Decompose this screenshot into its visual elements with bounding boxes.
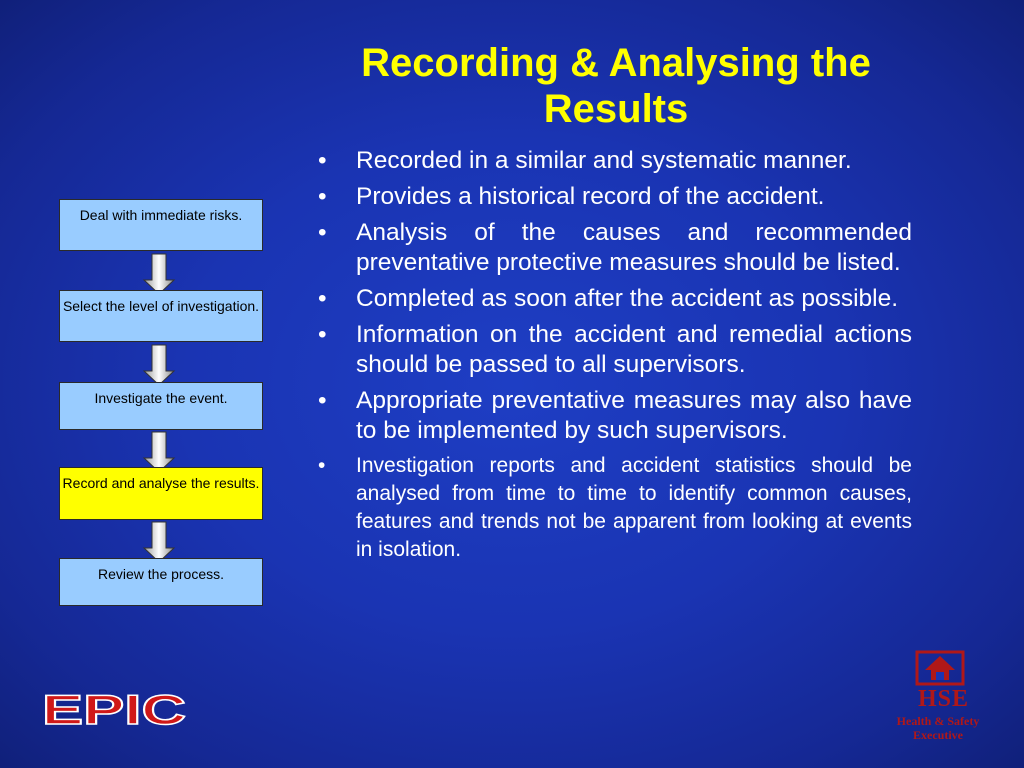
bullet-item — [314, 386, 912, 446]
bullet-text: Appropriate preventative measures may also have to be implemented by such supervisors. — [356, 387, 912, 444]
flow-step-record-analyse: Record and analyse the results. — [59, 467, 263, 520]
epic-logo-text: EPIC — [42, 688, 186, 730]
bullet-text: Provides a historical record of the accident. — [356, 183, 825, 210]
bullet-dot: • — [318, 147, 327, 174]
bullet-item — [314, 284, 912, 314]
bullet-dot: • — [318, 285, 327, 312]
bullet-item — [314, 218, 912, 278]
bullet-item — [314, 452, 912, 564]
slide-title: Recording & Analysing the Results — [361, 41, 871, 131]
hse-subtitle-line1: Health & Safety — [896, 714, 980, 728]
bullet-item — [314, 146, 912, 176]
hse-logo-text: HSE — [918, 686, 970, 712]
bullet-text: Recorded in a similar and systematic manner. — [356, 147, 852, 174]
hse-subtitle — [888, 714, 988, 742]
bullet-item — [314, 320, 912, 380]
bullet-text: Investigation reports and accident statistics should be analysed from time to time to identify common causes, features and trends not be apparent from looking at events in isolation. — [356, 454, 912, 561]
bullet-dot: • — [318, 183, 327, 210]
flow-step-deal-with-risks: Deal with immediate risks. — [59, 199, 263, 251]
bullet-text: Analysis of the causes and recommended preventative protective measures should be listed. — [356, 219, 912, 276]
down-arrow-icon — [142, 343, 176, 387]
flow-step-investigate: Investigate the event. — [59, 382, 263, 430]
epic-logo — [40, 688, 190, 730]
bullet-dot: • — [318, 321, 327, 348]
flow-step-review: Review the process. — [59, 558, 263, 606]
hse-subtitle-line2: Executive — [913, 728, 963, 742]
bullet-item — [314, 182, 912, 212]
hse-logo-icon — [905, 650, 975, 690]
bullet-dot: • — [318, 387, 327, 414]
flow-step-select-level: Select the level of investigation. — [59, 290, 263, 342]
bullet-text: Information on the accident and remedial actions should be passed to all supervisors. — [356, 321, 912, 378]
bullet-dot: • — [318, 454, 326, 477]
bullet-list — [314, 146, 912, 570]
bullet-text: Completed as soon after the accident as possible. — [356, 285, 899, 312]
bullet-dot: • — [318, 219, 327, 246]
